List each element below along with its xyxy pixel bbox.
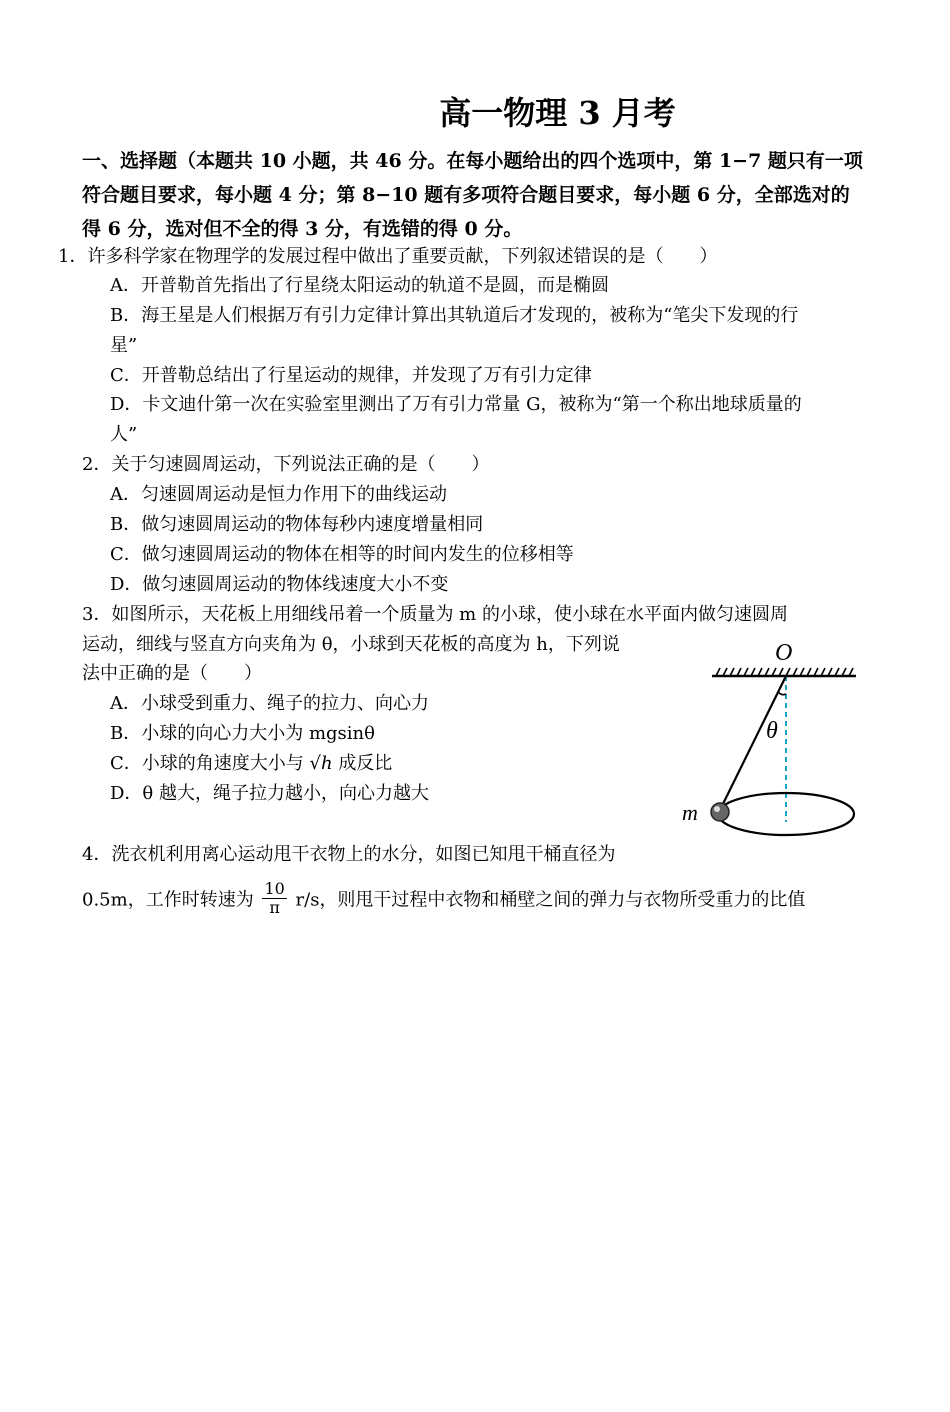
question-2-option-b: B．做匀速圆周运动的物体每秒内速度增量相同 — [110, 514, 484, 535]
figure-label-m: m — [682, 800, 698, 825]
question-1-option-d-cont: 人” — [110, 424, 138, 445]
question-3-option-c-prefix: C．小球的角速度大小与 — [110, 753, 304, 774]
question-2-option-a: A．匀速圆周运动是恒力作用下的曲线运动 — [110, 484, 447, 505]
question-3-option-a: A．小球受到重力、绳子的拉力、向心力 — [110, 693, 429, 714]
question-1-option-a: A．开普勒首先指出了行星绕太阳运动的轨道不是圆，而是椭圆 — [110, 275, 609, 296]
question-4-suffix: r/s，则甩干过程中衣物和桶壁之间的弹力与衣物所受重力的比值 — [295, 889, 806, 911]
figure-label-theta: θ — [766, 718, 778, 744]
question-2-option-d: D．做匀速圆周运动的物体线速度大小不变 — [110, 574, 449, 595]
question-3-option-b: B．小球的向心力大小为 mgsinθ — [110, 723, 375, 744]
fraction-numerator: 10 — [264, 879, 285, 898]
question-1-option-c: C．开普勒总结出了行星运动的规律，并发现了万有引力定律 — [110, 365, 592, 386]
page-title: 高一物理 3 月考 — [439, 94, 676, 132]
question-3-stem-line-1: 3．如图所示，天花板上用细线吊着一个质量为 m 的小球，使小球在水平面内做匀速圆周 — [82, 604, 788, 625]
question-1-option-b: B．海王星是人们根据万有引力定律计算出其轨道后才发现的，被称为“笔尖下发现的行 — [110, 305, 799, 326]
question-4-stem-line-1: 4．洗衣机利用离心运动甩干衣物上的水分，如图已知甩干桶直径为 — [82, 844, 616, 865]
question-3-option-d: D．θ 越大，绳子拉力越小，向心力越大 — [110, 783, 429, 804]
question-1-stem: 1．许多科学家在物理学的发展过程中做出了重要贡献，下列叙述错误的是（ ） — [58, 246, 718, 267]
question-2-stem: 2．关于匀速圆周运动，下列说法正确的是（ ） — [82, 454, 490, 475]
angle-arc — [778, 692, 786, 695]
question-3-option-c-suffix: 成反比 — [338, 753, 393, 774]
sqrt-h-expression: √h — [309, 753, 333, 774]
section-heading-line-1: 一、选择题（本题共 10 小题，共 46 分。在每小题给出的四个选项中，第 1−7 题只有一项 — [82, 150, 863, 172]
question-1-option-b-cont: 星” — [110, 335, 138, 356]
question-3-stem-line-2: 运动，细线与竖直方向夹角为 θ，小球到天花板的高度为 h，下列说 — [82, 634, 620, 655]
question-1-option-d: D．卡文迪什第一次在实验室里测出了万有引力常量 G，被称为“第一个称出地球质量的 — [110, 394, 802, 415]
section-heading-line-2: 符合题目要求，每小题 4 分；第 8−10 题有多项符合题目要求，每小题 6 分，全部选对的 — [82, 184, 850, 206]
fraction-denominator: π — [269, 898, 280, 917]
question-3-stem-line-3: 法中正确的是（ ） — [82, 663, 262, 684]
question-2-option-c: C．做匀速圆周运动的物体在相等的时间内发生的位移相等 — [110, 544, 574, 565]
conical-pendulum-figure — [680, 632, 870, 847]
fraction — [262, 880, 286, 917]
section-heading-line-3: 得 6 分，选对但不全的得 3 分，有选错的得 0 分。 — [82, 218, 523, 240]
question-4-stem-line-2 — [82, 879, 806, 919]
figure-label-o: O — [775, 640, 793, 666]
question-4-prefix: 0.5m，工作时转速为 — [82, 889, 254, 911]
ball — [711, 803, 729, 821]
question-3-option-c — [110, 749, 392, 779]
